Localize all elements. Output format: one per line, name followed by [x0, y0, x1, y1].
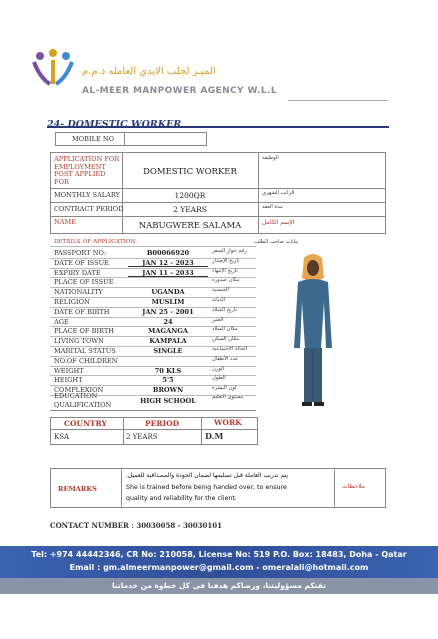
detail-label-ar: مكان صدوره [212, 277, 240, 284]
divider [334, 468, 335, 508]
detail-label: PLACE OF ISSUE [54, 278, 114, 287]
contract-label-ar: مدة العقد [262, 204, 283, 210]
detail-label: DATE OF ISSUE [54, 258, 109, 267]
divider [50, 246, 256, 247]
divider [50, 188, 386, 189]
divider [123, 417, 124, 445]
applicant-photo [288, 252, 338, 410]
salary-label-ar: الراتب الشهري [262, 190, 295, 196]
divider [50, 410, 256, 411]
remarks-label-ar: ملاحظات [342, 483, 365, 490]
details-label: DETAILS OF APPLICATION [54, 239, 136, 245]
remarks-text-en-2: quality and reliability for the client. [126, 495, 237, 502]
header-divider [288, 100, 388, 101]
detail-label-ar: الطول [212, 375, 226, 382]
detail-label-ar: الوزن [212, 365, 225, 372]
detail-label-ar: لون البشرة [212, 385, 237, 392]
detail-value: 24 [163, 317, 173, 326]
detail-label-ar: العمر [212, 316, 224, 323]
experience-country: KSA [54, 433, 70, 441]
experience-period: 2 YEARS [126, 433, 158, 441]
divider [124, 132, 125, 146]
experience-header-period: PERIOD [145, 419, 180, 428]
divider [122, 152, 123, 234]
detail-value: UGANDA [151, 288, 185, 297]
detail-value: MAGANGA [148, 327, 188, 336]
detail-label: HEIGHT [54, 376, 83, 385]
detail-label-ar: تاريخ الإنتهاء [212, 267, 238, 274]
detail-value: 70 KLS [154, 366, 182, 375]
document-title: 24- DOMESTIC WORKER [47, 119, 182, 130]
mobile-label: MOBILE NO [72, 135, 115, 143]
detail-value: JAN 25 - 2001 [142, 307, 194, 316]
contract-label: CONTRACT PERIOD [54, 205, 124, 213]
detail-value: SINGLE [153, 347, 183, 355]
education-value: HIGH SCHOOL [140, 397, 196, 405]
salary-label: MONTHLY SALARY [54, 191, 121, 199]
application-label: APPLICATION FOR EMPLOYMENT POST APPLIED FOR [54, 155, 120, 186]
qualification-label: QUALIFICATION [54, 401, 112, 409]
remarks-text-en-1: She is trained before being handed over, to ensure [126, 484, 287, 491]
detail-label-ar: رقم جواز السفر [212, 248, 247, 254]
divider [50, 202, 386, 203]
footer-slogan-ar: تفتكم مسؤوليتنا، ورضاكم هدفنا في كل خطوة من خدماتنا [112, 581, 326, 590]
experience-header-work: WORK [214, 418, 242, 427]
education-label-ar: مستوى التعليم [212, 394, 244, 400]
detail-value: JAN 12 - 2023 [128, 260, 208, 268]
company-logo-icon [30, 48, 76, 86]
experience-work: D.M [205, 431, 224, 441]
detail-label: LIVING TOWN [54, 337, 104, 346]
detail-label: PLACE OF BIRTH [54, 327, 115, 336]
detail-label: EXPIRY DATE [54, 268, 101, 277]
footer-email-line: Email : gm.almeermanpower@gmail.com - omeralali@hotmail.com [69, 563, 369, 572]
detail-label-ar: مكان السكن [212, 336, 240, 343]
company-name-english: AL-MEER MANPOWER AGENCY W.L.L [82, 86, 277, 96]
name-label: NAME [54, 218, 77, 226]
divider [50, 429, 258, 430]
document-title-bar [47, 112, 389, 128]
detail-label: WEIGHT [54, 366, 84, 375]
detail-value: MUSLIM [151, 298, 185, 306]
name-value: NABUGWERE SALAMA [138, 221, 242, 231]
remarks-label: REMARKS [58, 485, 97, 493]
detail-value: JAN 11 - 2033 [128, 270, 208, 278]
company-name-arabic: الميـر لجلب الايدي العامله ذ.م.م [82, 66, 216, 77]
detail-label-ar: الديانة [212, 297, 225, 303]
application-label-ar: الوظيفة [262, 155, 279, 161]
contract-value: 2 YEARS [173, 205, 207, 214]
detail-label-ar: مكان الميلاد [212, 326, 238, 333]
detail-label-ar: تاريخ الإصدار [212, 257, 240, 264]
detail-label-ar: الجنسية [212, 287, 229, 294]
detail-label-ar: عدد الأطفال [212, 355, 239, 362]
detail-label: NATIONALITY [54, 288, 103, 297]
contact-number: CONTACT NUMBER : 30030058 - 30030101 [50, 521, 223, 530]
detail-label: RELIGION [54, 298, 90, 306]
application-value: DOMESTIC WORKER [143, 167, 237, 177]
detail-value: 5'5 [162, 376, 174, 385]
footer-contact-line: Tel: +974 44442346, CR No: 210058, License No: 519 P.O. Box: 18483, Doha - Qatar [31, 550, 407, 559]
detail-value: KAMPALA [149, 337, 187, 346]
divider [50, 216, 386, 217]
detail-value: BROWN [152, 386, 184, 395]
detail-label-ar: تاريخ الميلاد [212, 306, 237, 313]
detail-value: B00066920 [146, 249, 190, 257]
detail-label: PASSPORT NO: [54, 249, 107, 257]
detail-label: COMPLEXION [54, 386, 104, 395]
divider [201, 417, 202, 445]
experience-header-country: COUNTRY [64, 419, 107, 428]
salary-value: 1200QR [174, 191, 206, 200]
detail-label-ar: الحالة الاجتماعية [212, 346, 248, 352]
detail-label: MARITAL STATUS [54, 347, 116, 355]
education-label: EDUCATION [54, 392, 98, 400]
details-label-ar: بيانات صاحب الطلب [254, 239, 299, 245]
divider [121, 468, 122, 508]
name-label-ar: الإسم الكامل [262, 219, 295, 226]
detail-label: AGE [54, 317, 69, 326]
remarks-text-ar: يتم تدريب العاملة قبل تسليمها لضمان الجودة والمصداقية للعميل. [126, 472, 288, 479]
detail-label: NO.OF CHILDREN [54, 356, 118, 365]
detail-label: DATE OF BIRTH [54, 307, 110, 316]
divider [258, 152, 259, 234]
